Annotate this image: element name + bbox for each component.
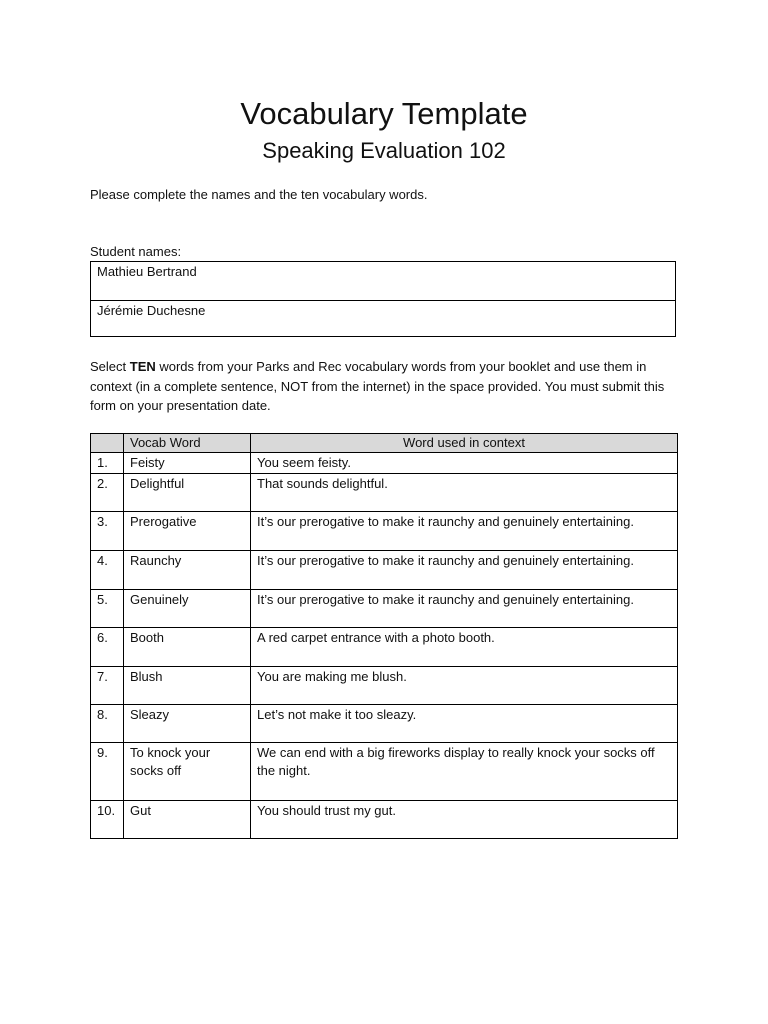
vocab-word: Delightful bbox=[124, 473, 251, 511]
selection-suffix: words from your Parks and Rec vocabulary words from your booklet and use them in context (in a complete sentence, NOT from the internet) in the space provided. You must submit this form on your presentation date. bbox=[90, 359, 665, 413]
context-sentence: We can end with a big fireworks display to really knock your socks off the night. bbox=[251, 742, 678, 800]
context-sentence: That sounds delightful. bbox=[251, 473, 678, 511]
student-name-1: Mathieu Bertrand bbox=[97, 264, 197, 279]
context-sentence: You are making me blush. bbox=[251, 666, 678, 704]
page-subtitle: Speaking Evaluation 102 bbox=[262, 138, 506, 163]
vocab-word: Gut bbox=[124, 800, 251, 838]
vocab-word: Blush bbox=[124, 666, 251, 704]
context-sentence: A red carpet entrance with a photo booth. bbox=[251, 627, 678, 666]
table-row bbox=[91, 550, 678, 589]
header-vocab-word: Vocab Word bbox=[124, 434, 251, 453]
row-number: 6. bbox=[91, 627, 124, 666]
page-title: Vocabulary Template bbox=[240, 96, 528, 131]
context-sentence: Let’s not make it too sleazy. bbox=[251, 704, 678, 742]
vocab-word: Sleazy bbox=[124, 704, 251, 742]
table-row bbox=[91, 666, 678, 704]
table-row bbox=[91, 589, 678, 627]
student-names-box bbox=[90, 261, 676, 337]
row-number: 5. bbox=[91, 589, 124, 627]
context-sentence: It’s our prerogative to make it raunchy and genuinely entertaining. bbox=[251, 589, 678, 627]
table-header-row bbox=[91, 434, 678, 453]
vocab-word: Raunchy bbox=[124, 550, 251, 589]
row-number: 9. bbox=[91, 742, 124, 800]
vocab-word: To knock your socks off bbox=[124, 742, 251, 800]
table-row bbox=[91, 473, 678, 511]
selection-instructions bbox=[90, 357, 690, 416]
table-row bbox=[91, 742, 678, 800]
context-sentence: You should trust my gut. bbox=[251, 800, 678, 838]
table-row bbox=[91, 627, 678, 666]
selection-prefix: Select bbox=[90, 359, 130, 374]
vocab-word: Booth bbox=[124, 627, 251, 666]
instructions-text: Please complete the names and the ten vocabulary words. bbox=[90, 187, 428, 202]
vocab-word: Feisty bbox=[124, 453, 251, 474]
row-number: 7. bbox=[91, 666, 124, 704]
table-row bbox=[91, 704, 678, 742]
student-name-2: Jérémie Duchesne bbox=[91, 300, 675, 337]
table-row bbox=[91, 453, 678, 474]
row-number: 2. bbox=[91, 473, 124, 511]
context-sentence: It’s our prerogative to make it raunchy and genuinely entertaining. bbox=[251, 550, 678, 589]
vocab-word: Prerogative bbox=[124, 511, 251, 550]
row-number: 8. bbox=[91, 704, 124, 742]
context-sentence: It’s our prerogative to make it raunchy and genuinely entertaining. bbox=[251, 511, 678, 550]
row-number: 10. bbox=[91, 800, 124, 838]
table-row bbox=[91, 800, 678, 838]
vocab-word: Genuinely bbox=[124, 589, 251, 627]
vocabulary-table bbox=[90, 433, 678, 839]
header-word-in-context: Word used in context bbox=[251, 434, 678, 453]
row-number: 1. bbox=[91, 453, 124, 474]
row-number: 3. bbox=[91, 511, 124, 550]
selection-emphasis: TEN bbox=[129, 359, 156, 374]
row-number: 4. bbox=[91, 550, 124, 589]
context-sentence: You seem feisty. bbox=[251, 453, 678, 474]
table-row bbox=[91, 511, 678, 550]
header-number bbox=[91, 434, 124, 453]
student-names-label: Student names: bbox=[90, 244, 182, 259]
